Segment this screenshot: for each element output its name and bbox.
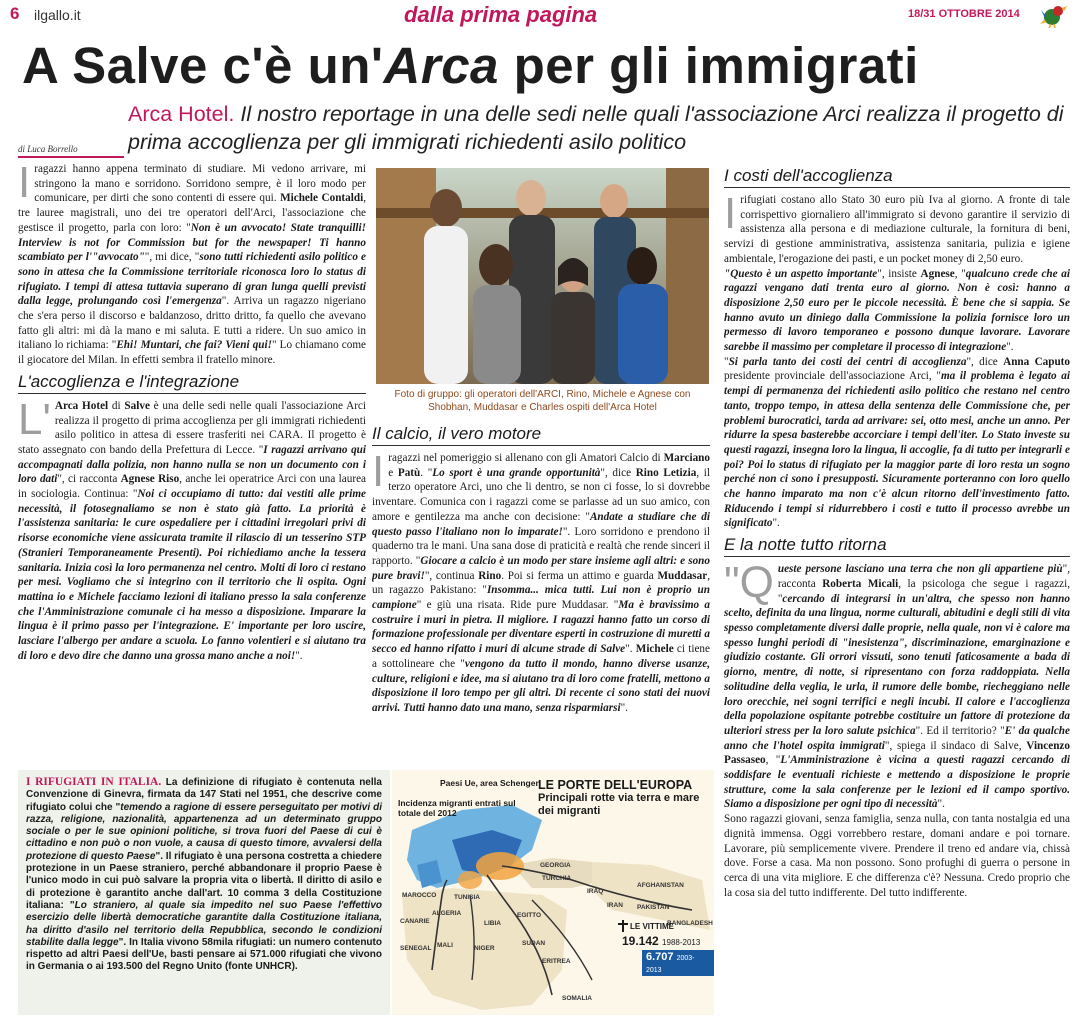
drop-cap: L' (18, 394, 51, 444)
paragraph: L' Arca Hotel di Salve è una delle sedi nelle quali l'associazione Arci realizza il progetto di prima accoglienza per gli immigrati richiedenti asilo politico in attesa di essere trasferiti nei CARA. Il progetto è stato assegnato con bando della Prefettura di Lecce. "I ragazzi arrivano qui accompagnati dalla polizia, non hanno nulla se non un documento con i loro dati", ci racconta Agnese Riso, anche lei operatrice Arci con una laurea in sociologia. Continua: "Noi ci occupiamo di tutto: dai vestiti alle prime necessità, il fotosegnaliamo se non è stato già fatto. La priorità è l'assistenza sanitaria: le cure ospedaliere per i cittadini irregolari privi di risorse economiche viene assicurata tramite il rilascio di un tesserino STP (Stranieri Temporaneamente Presenti). Poi richiediamo anche la tessera sanitaria. Inizia così la loro permanenza nel centro. Molti di loro ci restano per mesi. Vogliamo che si integrino con il territorio che li ospita. Ogni mattina io e Michele facciamo lezioni di italiano presso la sala conferenze che l'Amministrazione comunale ci ha messo a disposizione. Imparare la lingua è il primo passo per l'integrazione. E' importante per loro uscire, lasciare l'albergo per andare a scuola. Lo fanno volentieri e si aiutano tra di loro e devo dire che danno una grossa mano anche a noi!". (18, 394, 366, 662)
cross-icon (618, 920, 628, 932)
subheading: Il calcio, il vero motore (372, 424, 710, 446)
subheading: I costi dell'accoglienza (724, 166, 1070, 188)
map-label: ALGERIA (432, 910, 462, 917)
map-label: CANARIE (400, 918, 430, 925)
map-label: IRAN (607, 902, 623, 909)
victims-total: 19.142 1988-2013 (622, 934, 701, 948)
map-label: IRAQ (587, 888, 604, 895)
map-label: GEORGIA (540, 862, 571, 869)
map-label: MALI (437, 942, 453, 949)
page-header (0, 0, 1080, 30)
headline-part: A Salve c'è un' (22, 37, 384, 94)
map-legend-incidence: Incidenza migranti entrati sul totale del 2012 (398, 798, 516, 818)
map-label: SUDAN (522, 940, 546, 947)
victims-recent: 6.707 2003-2013 (642, 950, 714, 976)
refugees-info-box: I RIFUGIATI IN ITALIA. La definizione di rifugiato è contenuta nella Convenzione di Ginevra, firmata da 147 Stati nel 1951, che descrive come rifugiato colui che "temendo a ragione di essere perseguitato per motivi di razza, religione, nazionalità, appartenenza ad un determinato gruppo sociale o per le sue opinioni politiche, si trova fuori del Paese di cui è cittadino e non può o non vuole, a causa di questo timore, avvalersi della protezione di questo Paese". Il rifugiato è una persona costretta a chiedere protezione in un Paese straniero, perché abbandonare il proprio Paese è l'unico modo in cui può salvare la propria vita o libertà. Il diritto di asilo e di protezione è garantito anche dall'art. 10 comma 3 della Costituzione italiana: "Lo straniero, al quale sia impedito nel suo Paese l'effettivo esercizio delle libertà democratiche garantite dalla Costituzione italiana, ha diritto d'asilo nel territorio della Repubblica, secondo le condizioni stabilite dalla legge". In Italia vivono 58mila rifugiati: un numero contenuto rispetto ad altri Paesi dell'Ue, basti pensare ai 571.000 rifugiati che vivono in Germania o ai 193.500 del Regno Unito (fonte UNHCR). (18, 770, 390, 1015)
rooster-logo-icon (1040, 2, 1070, 28)
headline (22, 36, 1072, 96)
article-column-2 (372, 420, 710, 760)
article-column-3 (724, 162, 1070, 1017)
victims-label: LE VITTIME (630, 922, 674, 931)
photo-caption: Foto di gruppo: gli operatori dell'ARCI, Rino, Michele e Agnese con Shobhan, Muddasar e Charles ospiti dell'Arca Hotel (394, 389, 691, 413)
headline-emphasis: Arca (383, 37, 499, 94)
headline-part: per gli immigrati (498, 37, 919, 94)
box-title: I RIFUGIATI IN ITALIA. (26, 776, 162, 788)
map-label: SENEGAL (400, 945, 432, 952)
paragraph: "Questo è un aspetto importante", insiste Agnese, "qualcuno crede che ai ragazzi vengano dati trenta euro al giorno. Non è così: hanno a disposizione 2,50 euro per le piccole necessità. È bene che si sappia. Se hanno avuto un diniego dalla Commissione la polizia fornisce loro un permesso di lavoro temporaneo e possono dunque lavorare. Lavorare sarebbe il massimo per completare il processo di integrazione". (724, 267, 1070, 354)
map-label: NIGER (474, 945, 495, 952)
subheading: L'accoglienza e l'integrazione (18, 372, 366, 394)
paragraph: Irifugiati costano allo Stato 30 euro più Iva al giorno. A fronte di tale corrispettivo giornaliero all'immigrato si devono garantire il servizio di assistenza alla persona e di mediazione culturale, la fornitura di beni, servizi di gestione amministrativa, assistenza sanitaria, pulizia e igiene ambientale, l'erogazione dei pasti, e un pocket money di 2,50 euro. (724, 189, 1070, 265)
map-label: BANGLADESH (667, 920, 713, 927)
byline-rule (18, 156, 124, 158)
section-title: dalla prima pagina (404, 2, 598, 27)
standfirst-text: Il nostro reportage in una delle sedi nelle quali l'associazione Arci realizza il progetto di prima accoglienza per gli immigrati richiedenti asilo politico (128, 102, 1064, 154)
map-label: LIBIA (484, 920, 501, 927)
drop-cap: I (724, 189, 737, 238)
map-label: EGITTO (517, 912, 542, 919)
map-label: AFGHANISTAN (637, 882, 684, 889)
issue-date: 18/31 OTTOBRE 2014 (908, 8, 1020, 20)
standfirst-kicker: Arca Hotel. (128, 102, 235, 126)
map-label: MAROCCO (402, 892, 437, 899)
subheading: E la notte tutto ritorna (724, 535, 1070, 557)
map-label: SOMALIA (562, 995, 592, 1002)
paragraph: Iragazzi hanno appena terminato di studiare. Mi vedono arrivare, mi stringono la mano e sorridono. Sorridono sempre, è il loro modo per comunicare, per dirti che sono contenti di essere qui. Michele Contaldi, tre lauree magistrali, uno dei tre operatori dell'Arci, l'associazione che gestisce il progetto, parla con loro: "Non è un avvocato! State tranquilli! Interview is not for Commission but for the newspaper! Ti hanno scambiato per l'"avvocato"", mi dice, "sono tutti richiedenti asilo politico e sono in attesa che la Commissione territoriale riconosca loro lo status di rifugiato. I tempi di attesa tuttavia superano di gran lunga quelli previsti dalla legge, prolungando così l'emergenza". Arriva un ragazzo nigeriano che s'era perso il discorso e baldanzoso, dritto dritto, fa quello che avevano fatto gli altri: mi dà la mano e mi saluta. E tutti a ridere. Un suo amico in italiano lo richiama: "Ehi! Muntari, che fai? Vieni qui!" Lo chiamano come il giocatore del Milan. In effetti sembra il fratello minore. (18, 162, 366, 367)
map-subtitle: Principali rotte via terra e mare dei migranti (538, 792, 700, 817)
standfirst (128, 100, 1068, 156)
map-label: PAKISTAN (637, 904, 670, 911)
drop-cap: I (372, 447, 385, 496)
map-title: LE PORTE DELL'EUROPA (538, 778, 693, 792)
paragraph: "Queste persone lasciano una terra che non gli appartiene più", racconta Roberta Micali, la psicologa che segue i ragazzi, "cercando di integrarsi in un'altra, che spesso non hanno scelto, definita da una lingua, norme culturali, abitudini e degli stili di vita spesso completamente diversi dalle proprie, nella quale, non vi è calore ma spesso lunghi periodi di "inesistenza", discriminazione, emarginazione e giudizio costante. Gli orrori vissuti, sono tenuti faticosamente a bada di giorno, mentre, di notte, si ripresentano con forza raddoppiata. Nella solitudine della veglia, le urla, il rumore delle bombe, riecheggiano nelle loro orecchie, nei sogni terrifici e negli incubi. Il calore e l'accoglienza della popolazione ospitante potrebbe costituire un fattore di protezione da ulteriori stress per la loro salute psichica". Ed il territorio? "E' da qualche anno che l'hotel ospita immigrati", spiega il sindaco di Salve, Vincenzo Passaseo, "L'Amministrazione è vicina a questi ragazzi cercando di soddisfare le eventuali richieste e mettendo a disposizione le proprie strutture, come la sala conferenze per le lezioni ed il campo sportivo. Siamo a disposizione per ogni tipo di necessità". (724, 558, 1070, 811)
site-name[interactable]: ilgallo.it (34, 7, 81, 23)
paragraph: Sono ragazzi giovani, senza famiglia, senza nulla, con tanta nostalgia ed una dignità immensa. Oggi vorrebbero restare, domani andare e poi tornare. Lavorare, più semplicemente vivere. Prendere il treno ed andare via, chissà dove. Forse a casa. Ma non possono. Sono profughi di guerra o persone in cerca di una vita migliore. E che differenza c'è? Nessuna. Credo proprio che la cosa sia del tutto indifferente. Del tutto indifferente. (724, 813, 1070, 899)
article-column-1 (18, 162, 366, 762)
group-photo (376, 168, 709, 384)
drop-cap: I (18, 162, 31, 207)
map-label: ERITREA (542, 958, 571, 965)
page-number: 6 (10, 4, 20, 23)
map-label: TUNISIA (454, 894, 480, 901)
map-legend-area: Paesi Ue, area Schengen (440, 778, 541, 788)
drop-cap: "Q (724, 558, 774, 608)
paragraph: Iragazzi nel pomeriggio si allenano con gli Amatori Calcio di Marciano e Patù. "Lo sport è una grande opportunità", dice Rino Letizia, il terzo operatore Arci, uno che li dentro, se non ci fosse, lo si dovrebbe inventare. Comunica con i ragazzi come se parlasse ad un suo amico, con amore e gentilezza ma anche con decisione: "Andate a studiare che di questo passo l'italiano non lo imparate!". Loro sorridono e prendono il quaderno tra le mani. Una sana dose di praticità e realtà che rende sinceri il rapporto. "Giocare a calcio è un modo per stare insieme agli altri: e sono pure bravi!", continua Rino. Poi si ferma un attimo e guarda Muddasar, un ragazzo Pakistano: "Insomma... mica tutti. Lui non è proprio un campione" e giù una risata. Ride pure Muddasar. "Ma è bravissimo a costruire i muri in pietra. Il migliore. I ragazzi hanno fatto un corso di formazione professionale per diventare esperti in costruzione di muretti a secco ed hanno rifatto i muri di alcune strade di Salve". Michele ci tiene a sottolineare che "vengono da tutto il mondo, hanno diverse usanze, culture, religioni e idee, ma si aiutano tra di loro come fratelli, mettono a disposizione il loro tempo per gli altri. Di recente ci sono stati dei nuovi arrivi. Tutti hanno dato una mano, senza risparmiarsi". (372, 447, 710, 714)
byline: di Luca Borrello (18, 144, 78, 154)
migration-routes-map (392, 770, 714, 1015)
paragraph: "Si parla tanto dei costi dei centri di accoglienza", dice Anna Caputo presidente provinciale dell'associazione Arci, "ma il problema è legato ai tempi di permanenza dei richiedenti asilo politico che restano nel centro tanto, troppo tempo, in attesa della sentenza delle Commissione che, per problemi burocratici, tarda ad arrivare: sei, otto mesi, anche un anno. Per ridurre la spesa basterebbe accorciare i tempi dell'iter. Lo Stato investe su questi ragazzi, insegna loro la lingua, li accoglie, fa di tutto per integrarli e poi? Poi lo status di rifugiato per la maggior parte di loro resta un sogno perché non ci sono i presupposti. Sicuramente porteranno con loro quello che hanno imparato ma non c'è alcun ritorno dell'investimento fatto. Riducendo i tempi si ridurrebbero i costi e tutto il processo avrebbe un significato". (724, 355, 1070, 530)
map-label: TURCHIA (542, 875, 572, 882)
